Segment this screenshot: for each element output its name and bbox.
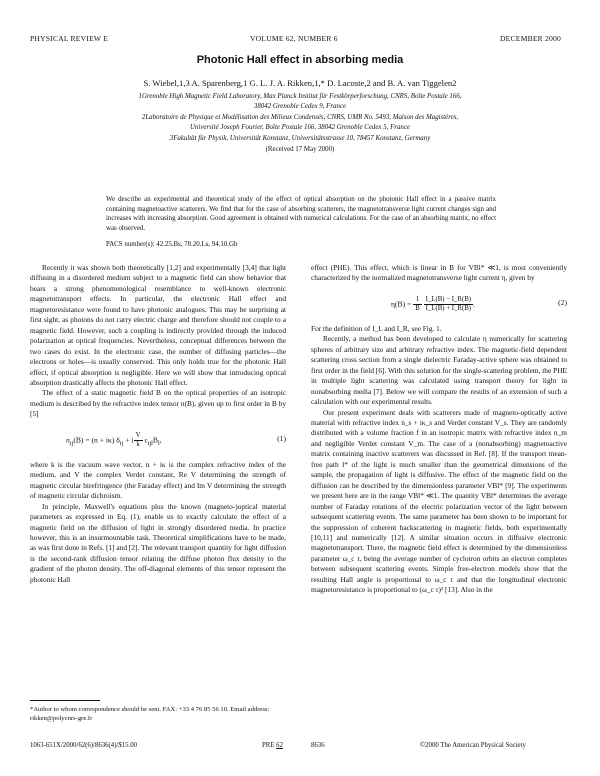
affiliation-2a: 2Laboratoire de Physique et Modélisation des Milieux Condensés, CNRS, UMR No. 5493, Maison des Magistères, bbox=[141, 114, 459, 121]
affiliation-1a: 1Grenoble High Magnetic Field Laboratory, Max Planck Institut für Festkörperforschung, CNRS, Boîte Postale 166, bbox=[138, 93, 462, 100]
affiliation-2b: Université Joseph Fourier, Boîte Postale 166, 38042 Grenoble Cedex 5, France bbox=[189, 124, 410, 131]
intro-paragraph: Recently it was shown both theoretically [1,2] and experimentally [3,4] that light diffusing in a disordered medium subject to a magnetic field can show behavior that bears a strong phenomenological resemblance to well-known electronic magnetotransport effects. In particular, the electronic Hall effect and magnetoresistance were found to have photonic analogues. This may be surprising at first sight, as photons do not carry electric charge and therefore should not couple to a magnetic field. However, such a coupling is indirectly provided through the induced polarization at optical frequencies. Nevertheless, conceptual differences between the two cases do exist. In the electronic case, the number of diffusing particles—the electrons or holes—is usually conserved. This only holds true for the photonic Hall effect, if optical absorption is negligible. Here we will show that introducing optical absorption drastically affects the photonic Hall effect. bbox=[30, 263, 286, 387]
received-date: (Received 17 May 2000) bbox=[265, 146, 335, 153]
left-column bbox=[30, 263, 286, 585]
equation-1-number: (1) bbox=[277, 433, 286, 443]
journal-name: PHYSICAL REVIEW E bbox=[30, 34, 109, 43]
author-list: S. Wiebel,1,3 A. Sparenberg,1 G. L. J. A. Rikken,1,* D. Lacoste,2 and B. A. van Tiggelen2 bbox=[143, 78, 457, 88]
issue-date: DECEMBER 2000 bbox=[500, 34, 562, 43]
equation-1: $n_{ij}(B) = (n + i\kappa) \delta_{ij} + i$ $\frac{V}{k}$ $\varepsilon_{ijl}B_l$, (1) bbox=[66, 431, 286, 448]
abstract: We describe an experimental and theoretical study of the effect of optical absorption on the photonic Hall effect in a passive matrix containing magnetoactive scatterers. We find that for the case of absorbing scatterers, the magnetotransverse light current changes sign and increases with increasing absorption. Good agreement is obtained with numerical calculations. For the case of an absorbing matrix, no effect was observed. bbox=[106, 196, 496, 232]
affiliation-1b: 38042 Grenoble Cedex 9, France bbox=[253, 103, 347, 110]
footer-pre: PRE 62 bbox=[262, 742, 283, 749]
phe-paragraph: effect (PHE). This effect, which is linear in B for VBl* ≪1, is most conveniently characterized by the normalized magnetotransverse light current η, given by bbox=[311, 263, 567, 283]
volume-number: VOLUME 62, NUMBER 6 bbox=[250, 34, 338, 43]
paper-title: Photonic Hall effect in absorbing media bbox=[196, 54, 404, 66]
definition-paragraph: For the definition of I_L and I_R, see Fig. 1. bbox=[311, 323, 442, 333]
footer-code: 1063-651X/2000/62(6)/8636(4)/$15.00 bbox=[30, 742, 138, 749]
field-paragraph: The effect of a static magnetic field B on the optical properties of an isotropic medium is described by the refractive index tensor n(B), given up to first order in B by [5] bbox=[30, 388, 286, 419]
footnote-rule bbox=[30, 700, 100, 701]
equation-2: η(B) = $\frac{1}{B}$ $\frac{I\_L(B) - I\_R(B)}{I\_L(B) + I\_R(B)}$ . (2) bbox=[391, 295, 567, 312]
where-paragraph: where k is the vacuum wave vector, n + iκ is the complex refractive index of the medium, and V the complex Verdet constant, Re V determining the strength of magnetic circular birefringence (the Faraday effect) and Im V determining the strength of magnetic circular dichroism. bbox=[30, 459, 286, 501]
footnote: *Author to whom correspondence should be sent. FAX: +33 4 76 85 56 10. Email address: rikken@polycnrs-gre.fr bbox=[30, 706, 270, 723]
pacs-numbers: PACS number(s): 42.25.Bs, 78.20.Ls, 94.10.Gb bbox=[106, 241, 238, 248]
method-paragraph: Recently, a method has been developed to calculate η numerically for scattering spheres of arbitrary size and arbitrary refractive index. The magnetic-field dependent scattering cross section from a single dielectric Faraday-active sphere was obtained to first order in the field [6]. With this solution for the single-scattering problem, the PHE in multiple light scattering was calculated using transport theory for light in nonabsorbing media [7]. Below we will compare the results of an extension of such a calculation with our experimental results. bbox=[311, 334, 567, 407]
page-number: 8636 bbox=[311, 742, 325, 749]
equation-2-number: (2) bbox=[558, 297, 567, 307]
experiment-paragraph: Our present experiment deals with scatterers made of magneto-optically active material with refractive index n_s + iκ_s and Verdet constant V_s. They are randomly distributed with a volume fraction f in an isotropic matrix with refractive index n_m and negligible Verdet constant V_m. The case of a (nonabsorbing) magnetoactive matrix containing inactive scatterers was discussed in Ref. [8]. If the transport mean-free path l* of the light is much smaller than the geometrical dimensions of the sample, the propagation of light is diffusive. The effect of the magnetic field on the diffusion can be described by the dimensionless parameter VBl* [9]. The experiments we present here are in the range VBl* ≪1. The quantity VBl* determines the average number of Faraday rotations of the electric polarization vector of the light between subsequent scattering events. The same parameter has been shown to be important for the suppression of coherent backscattering in magnetic fields, both experimentally [10,11] and numerically [12]. A similar situation occurs in diffusive electronic magnetotransport. There, the magnetic field effect is determined by the dimensionless parameter ω_c τ, being the average number of cyclotron orbits an electron completes between subsequent scattering events. Simple free-electron models show that the resulting Hall angle is proportional to ω_c τ and that the longitudinal electronic magnetoresistance is proportional to (ω_c τ)² [13]. Also in the bbox=[311, 407, 567, 595]
copyright: ©2000 The American Physical Society bbox=[420, 742, 526, 749]
right-column bbox=[311, 263, 567, 596]
affiliation-3: 3Fakultät für Physik, Universität Konstanz, Universitätsstrasse 10, 78457 Konstanz, Germany bbox=[169, 135, 431, 142]
principle-paragraph: In principle, Maxwell's equations plus the known (magneto-)optical material parameters as expressed in Eq. (1), enable us to exactly calculate the effect of a magnetic field on the diffusion of light in strongly disordered media. In practice however, this is an insurmountable task. Theoretical simplifications have to be made, as was first done in Refs. [1] and [2]. The relevant transport quantity for light diffusion is the second-rank diffusion tensor relating the diffuse photon flux density to the gradient of the photon density. The off-diagonal elements of this tensor represent the photonic Hall bbox=[30, 501, 286, 584]
